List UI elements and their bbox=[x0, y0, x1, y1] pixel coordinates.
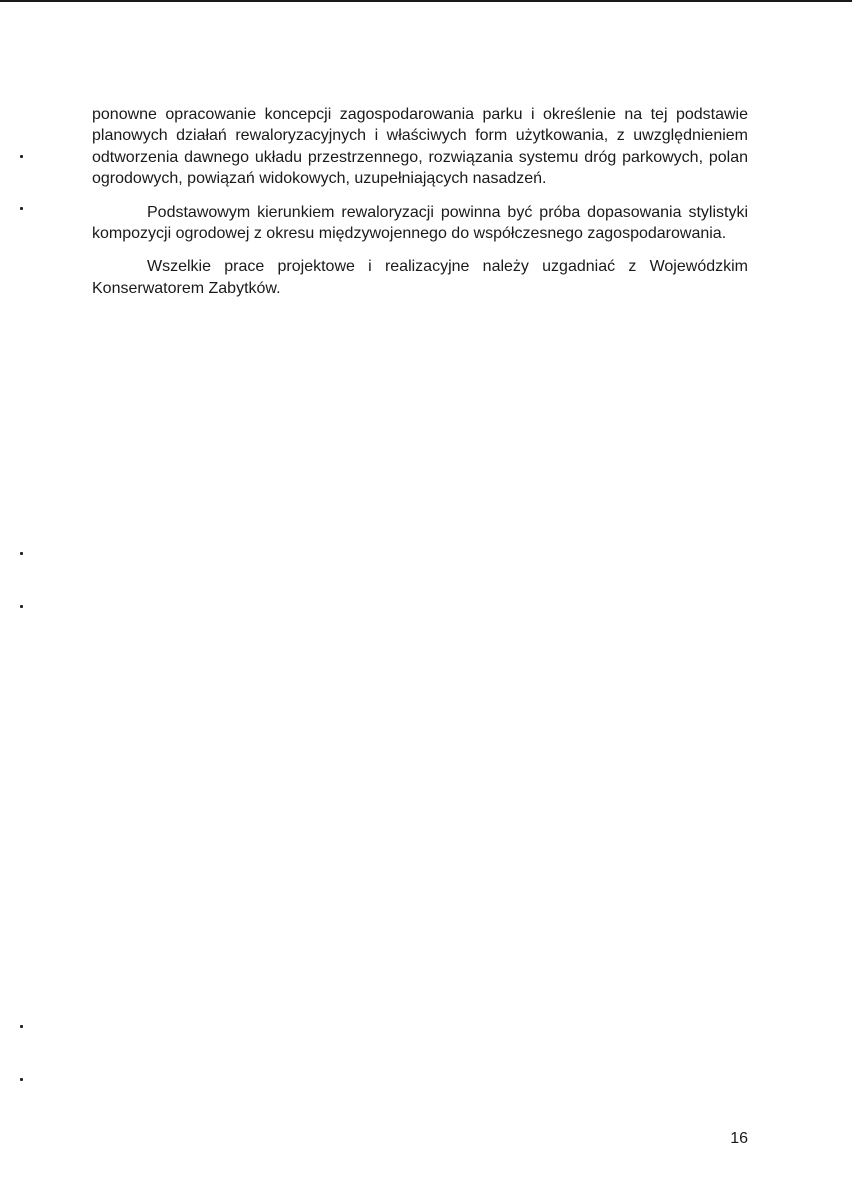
scan-artifact-mark bbox=[20, 155, 23, 158]
scan-artifact-mark bbox=[20, 1078, 23, 1081]
page-number: 16 bbox=[730, 1130, 748, 1147]
scan-artifact-mark bbox=[20, 552, 23, 555]
paragraph-continuation: ponowne opracowanie koncepcji zagospodarowania parku i określenie na tej podstawie planowych działań rewaloryzacyjnych i właściwych form użytkowania, z uwzględnieniem odtworzenia dawnego układu przestrzennego, rozwiązania systemu dróg parkowych, polan ogrodowych, powiązań widokowych, uzupełniających nasadzeń. bbox=[92, 106, 748, 188]
document-body bbox=[92, 104, 748, 299]
scan-artifact-mark bbox=[20, 207, 23, 210]
scan-top-edge bbox=[0, 0, 852, 2]
scan-artifact-mark bbox=[20, 1025, 23, 1028]
scan-artifact-mark bbox=[20, 605, 23, 608]
paragraph-revalorization-direction: Podstawowym kierunkiem rewaloryzacji powinna być próba dopasowania stylistyki kompozycji ogrodowej z okresu międzywojennego do współczesnego zagospodarowania. bbox=[92, 203, 748, 243]
paragraph-conservator-approval: Wszelkie prace projektowe i realizacyjne należy uzgadniać z Wojewódzkim Konserwatorem Zabytków. bbox=[92, 258, 748, 297]
